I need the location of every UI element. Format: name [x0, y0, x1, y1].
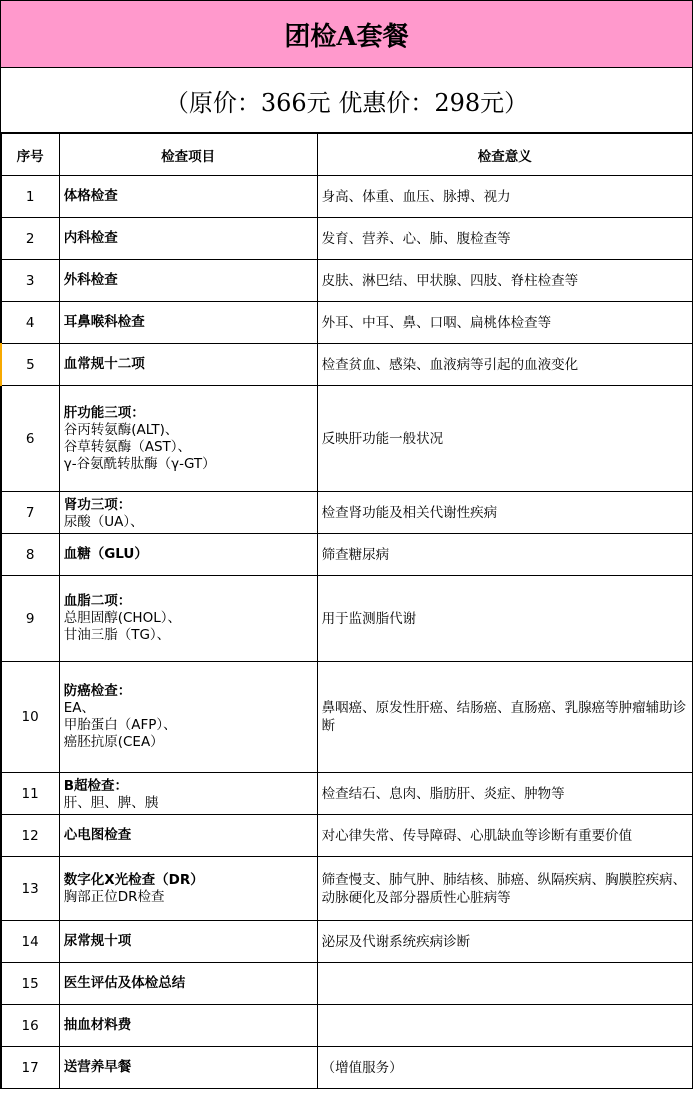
row-number: 14	[1, 921, 59, 963]
row-item-cell	[59, 218, 317, 260]
price-open-paren: （	[164, 88, 189, 117]
row-number: 5	[1, 344, 59, 386]
row-item-detail: 胸部正位DR检查	[63, 888, 165, 905]
row-item-title: 血糖（GLU）	[63, 546, 148, 562]
row-item-title: 体格检查	[63, 188, 118, 204]
row-item-title: 医生评估及体检总结	[63, 975, 186, 991]
table-row	[1, 963, 693, 1005]
row-meaning: 筛查糖尿病	[317, 534, 692, 576]
row-meaning: 泌尿及代谢系统疾病诊断	[317, 921, 692, 963]
row-item-cell	[59, 921, 317, 963]
row-number: 3	[1, 260, 59, 302]
row-item-cell	[59, 302, 317, 344]
row-meaning: 身高、体重、血压、脉搏、视力	[317, 176, 692, 218]
row-item-detail: 尿酸（UA）、	[63, 514, 144, 530]
table-row	[1, 492, 693, 534]
price-close-paren: ）	[504, 88, 529, 117]
row-item-title: 内科检查	[63, 230, 118, 246]
row-meaning: （增值服务）	[317, 1047, 692, 1089]
table-row	[1, 302, 693, 344]
row-meaning: 鼻咽癌、原发性肝癌、结肠癌、直肠癌、乳腺癌等肿瘤辅助诊断	[317, 662, 692, 773]
row-meaning: 筛查慢支、肺气肿、肺结核、肺癌、纵隔疾病、胸膜腔疾病、动脉硬化及部分器质性心脏病等	[317, 857, 692, 921]
row-item-cell	[59, 815, 317, 857]
row-item-cell	[59, 773, 317, 815]
row-item-cell	[59, 534, 317, 576]
row-number: 13	[1, 857, 59, 921]
row-item-title: 血脂二项：	[63, 593, 132, 609]
row-item-detail: 总胆固醇(CHOL）、	[63, 610, 181, 626]
table-row	[1, 576, 693, 662]
row-item-title: 送营养早餐	[63, 1059, 132, 1075]
row-item-detail: 谷丙转氨酶(ALT)、	[63, 421, 179, 438]
row-item-title: 血常规十二项	[63, 356, 145, 372]
table-row	[1, 534, 693, 576]
row-item-title: 数字化X光检查（DR）	[63, 871, 204, 888]
row-meaning	[317, 1005, 692, 1047]
row-number: 15	[1, 963, 59, 1005]
row-item-detail: 甘油三脂（TG）、	[63, 627, 171, 643]
row-item-title: 耳鼻喉科检查	[63, 314, 145, 330]
row-meaning: 检查结石、息肉、脂肪肝、炎症、肿物等	[317, 773, 692, 815]
row-number: 16	[1, 1005, 59, 1047]
row-item-cell	[59, 662, 317, 773]
row-number: 17	[1, 1047, 59, 1089]
row-item-cell	[59, 386, 317, 492]
row-number: 9	[1, 576, 59, 662]
row-item-title: 尿常规十项	[63, 933, 132, 949]
table-row	[1, 857, 693, 921]
row-number: 6	[1, 386, 59, 492]
table-row	[1, 815, 693, 857]
table-row	[1, 773, 693, 815]
original-price-value: 366元	[260, 88, 331, 117]
row-item-title: 防癌检查：	[63, 683, 132, 699]
table-row	[1, 1005, 693, 1047]
row-meaning	[317, 963, 692, 1005]
header-meaning: 检查意义	[317, 134, 692, 176]
row-meaning: 对心律失常、传导障碍、心肌缺血等诊断有重要价值	[317, 815, 692, 857]
row-item-detail: γ-谷氨酰转肽酶（γ-GT）	[63, 455, 216, 472]
table-row	[1, 344, 693, 386]
table-row	[1, 176, 693, 218]
row-item-detail: 癌胚抗原(CEA）	[63, 734, 164, 750]
row-number: 2	[1, 218, 59, 260]
price-line	[1, 68, 693, 133]
row-item-cell	[59, 576, 317, 662]
row-item-title: 肝功能三项：	[63, 404, 145, 421]
row-item-cell	[59, 963, 317, 1005]
package-title: 团检A套餐	[1, 1, 693, 68]
row-item-title: 肾功三项：	[63, 497, 132, 513]
table-row	[1, 260, 693, 302]
row-item-detail: EA、	[63, 700, 95, 716]
row-item-cell	[59, 1047, 317, 1089]
row-meaning: 反映肝功能一般状况	[317, 386, 692, 492]
row-meaning: 外耳、中耳、鼻、口咽、扁桃体检查等	[317, 302, 692, 344]
row-item-title: 外科检查	[63, 272, 118, 288]
row-item-detail: 谷草转氨酶（AST）、	[63, 438, 192, 455]
table-row	[1, 386, 693, 492]
table-row	[1, 218, 693, 260]
table-row	[1, 662, 693, 773]
row-item-cell	[59, 344, 317, 386]
header-item: 检查项目	[59, 134, 317, 176]
row-meaning: 用于监测脂代谢	[317, 576, 692, 662]
row-number: 10	[1, 662, 59, 773]
row-item-cell	[59, 176, 317, 218]
row-item-title: 心电图检查	[63, 827, 132, 843]
row-item-title: 抽血材料费	[63, 1017, 132, 1033]
row-number: 12	[1, 815, 59, 857]
row-item-title: B超检查：	[63, 778, 129, 794]
row-item-cell	[59, 857, 317, 921]
row-meaning: 发育、营养、心、肺、腹检查等	[317, 218, 692, 260]
row-number: 1	[1, 176, 59, 218]
row-meaning: 检查肾功能及相关代谢性疾病	[317, 492, 692, 534]
header-number: 序号	[1, 134, 59, 176]
row-item-detail: 肝、胆、脾、胰	[63, 795, 159, 811]
row-number: 4	[1, 302, 59, 344]
table-row	[1, 921, 693, 963]
original-price-label: 原价：	[188, 88, 261, 117]
row-item-detail: 甲胎蛋白（AFP）、	[63, 717, 177, 733]
row-item-cell	[59, 1005, 317, 1047]
table-row	[1, 1047, 693, 1089]
row-meaning: 检查贫血、感染、血液病等引起的血液变化	[317, 344, 692, 386]
row-number: 11	[1, 773, 59, 815]
sale-price-value: 298元	[434, 88, 505, 117]
row-meaning: 皮肤、淋巴结、甲状腺、四肢、脊柱检查等	[317, 260, 692, 302]
table-header-row	[1, 134, 693, 176]
exam-table	[0, 133, 693, 1089]
row-item-cell	[59, 260, 317, 302]
row-number: 8	[1, 534, 59, 576]
row-item-cell	[59, 492, 317, 534]
row-number: 7	[1, 492, 59, 534]
sale-price-label: 优惠价：	[338, 88, 435, 117]
